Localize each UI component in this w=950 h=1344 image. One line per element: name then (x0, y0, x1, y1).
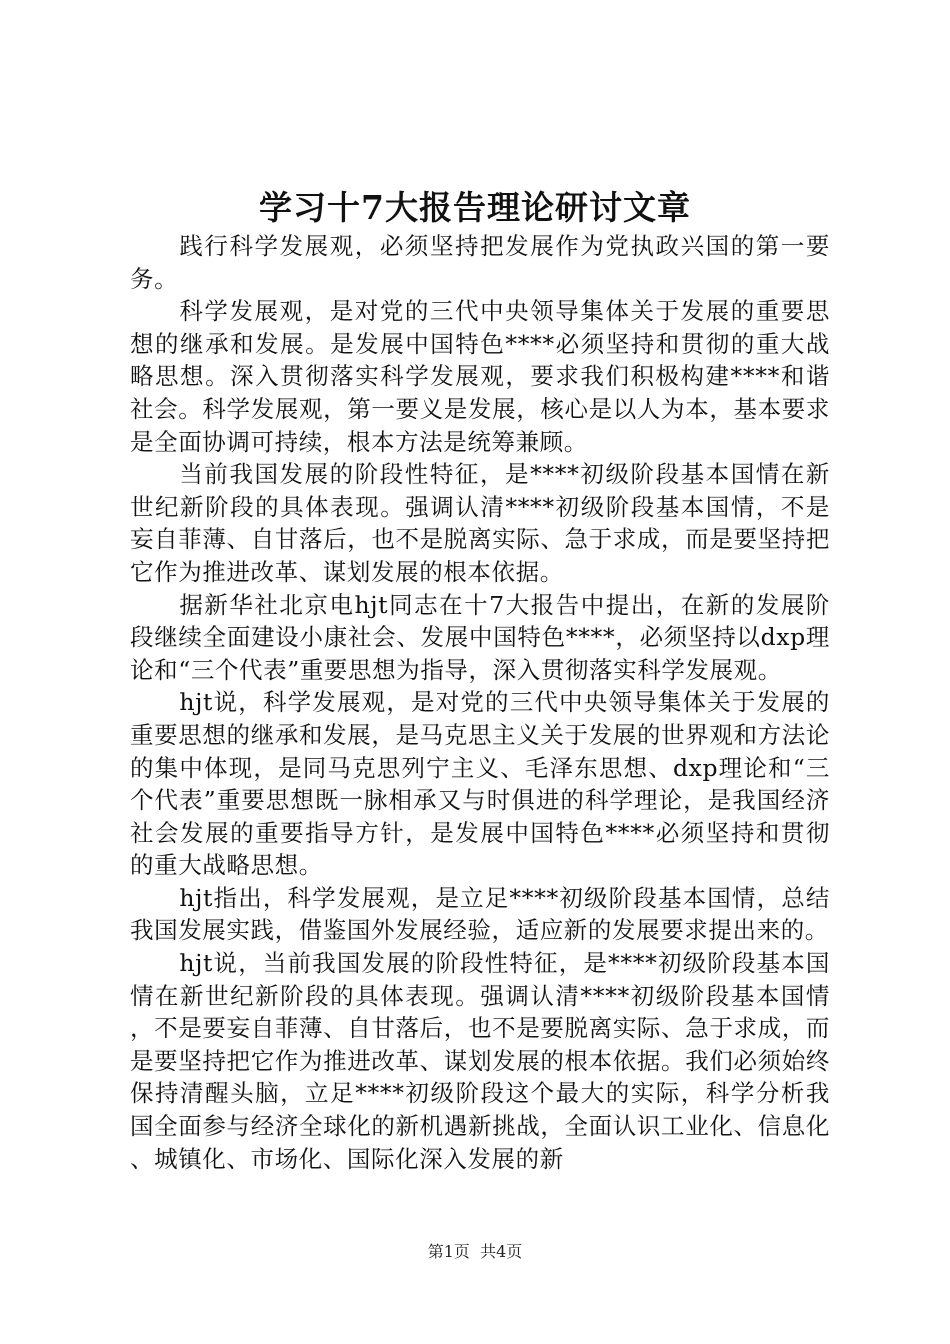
document-title: 学习十7大报告理论研讨文章 (259, 188, 691, 227)
paragraph: hjt说，科学发展观，是对党的三代中央领导集体关于发展的重要思想的继承和发展，是马克思主义关于发展的世界观和方法论的集中体现，是同马克思列宁主义、毛泽东思想、dxp理论和“三个代表”重要思想既一脉相承又与时俱进的科学理论，是我国经济社会发展的重要指导方针，是发展中国特色****必须坚持和贯彻的重大战略思想。 (130, 688, 830, 880)
paragraph: 科学发展观，是对党的三代中央领导集体关于发展的重要思想的继承和发展。是发展中国特色****必须坚持和贯彻的重大战略思想。深入贯彻落实科学发展观，要求我们积极构建****和谐社会。科学发展观，第一要义是发展，核心是以人为本，基本要求是全面协调可持续，根本方法是统筹兼顾。 (130, 297, 830, 456)
paragraph: 践行科学发展观，必须坚持把发展作为党执政兴国的第一要务。 (130, 232, 830, 293)
paragraph: hjt指出，科学发展观，是立足****初级阶段基本国情，总结我国发展实践，借鉴国外发展经验，适应新的发展要求提出来的。 (130, 883, 830, 945)
document-body (130, 230, 830, 1175)
paragraph: hjt说，当前我国发展的阶段性特征，是****初级阶段基本国情在新世纪新阶段的具体表现。强调认清****初级阶段基本国情，不是要妄自菲薄、自甘落后，也不是要脱离实际、急于求成，而是要坚持把它作为推进改革、谋划发展的根本依据。我们必须始终保持清醒头脑，立足****初级阶段这个最大的实际，科学分析我国全面参与经济全球化的新机遇新挑战，全面认识工业化、信息化、城镇化、市场化、国际化深入发展的新 (130, 949, 830, 1173)
paragraph: 当前我国发展的阶段性特征，是****初级阶段基本国情在新世纪新阶段的具体表现。强调认清****初级阶段基本国情，不是妄自菲薄、自甘落后，也不是脱离实际、急于求成，而是要坚持把它作为推进改革、谋划发展的根本依据。 (130, 460, 830, 586)
page-footer-page-number: 第1页 共4页 (427, 1242, 523, 1261)
paragraph: 据新华社北京电hjt同志在十7大报告中提出，在新的发展阶段继续全面建设小康社会、发展中国特色****，必须坚持以dxp理论和“三个代表”重要思想为指导，深入贯彻落实科学发展观。 (130, 590, 830, 684)
